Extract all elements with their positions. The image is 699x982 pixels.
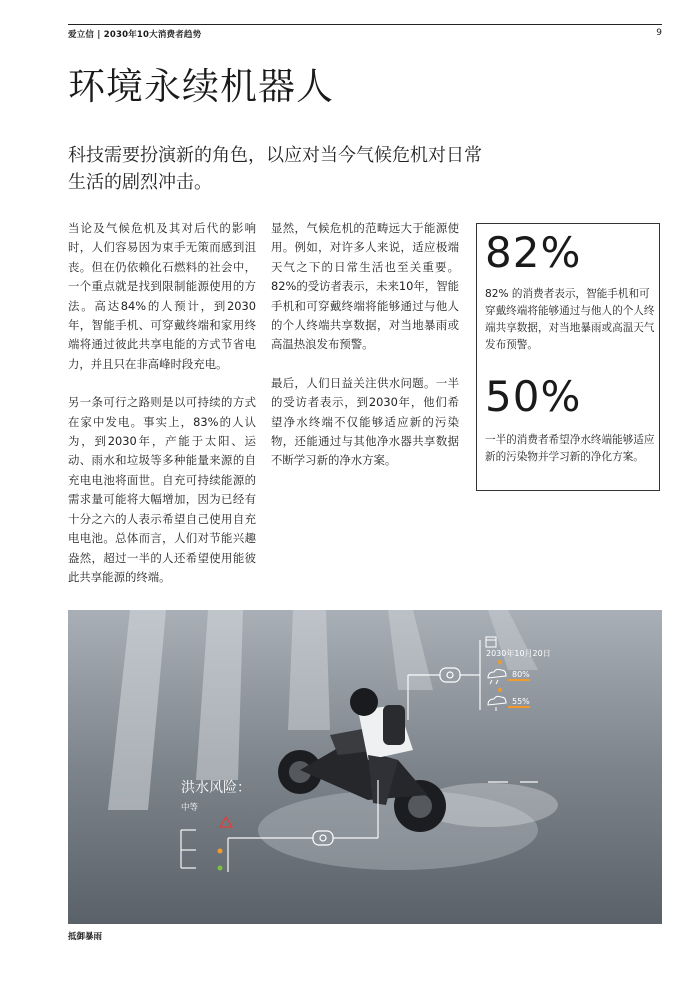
overlay-date: 2030年10月20日 [486,649,551,658]
header-brand [68,28,201,40]
flood-risk-level: 中等 [181,803,199,813]
status-light-orange [218,849,223,854]
stat-text-1: 82% 的消费者表示，智能手机和可穿戴终端将能够通过与他人的个人终端共享数据，对当地暴雨或高温天气发布预警。 [485,288,655,351]
overlay-metric-1: 80% [512,670,530,679]
paragraph: 显然，气候危机的范畴远大于能源使用。例如，对许多人来说，适应极端天气之下的日常生活也至关重要。82%的受访者表示，未来10年，智能手机和可穿戴终端将能够通过与他人的个人终端共享数据，对当地暴雨或高温热浪发布预警。 [271,221,459,352]
body-column-2 [271,219,459,490]
stat-value-1: 82% [485,228,582,277]
header-separator: | [97,30,104,40]
page-subtitle: 科技需要扮演新的角色，以应对当今气候危机对日常生活的剧烈冲击。 [68,145,482,193]
overlay-metric-2: 55% [512,697,530,706]
report-name: 2030年10大消费者趋势 [103,30,202,40]
stats-box [476,223,660,491]
photo-illustration [68,610,662,924]
orange-dot-icon [498,660,502,664]
orange-dot-icon [498,688,502,692]
header-rule [68,24,662,25]
flood-risk-label: 洪水风险： [181,780,251,796]
photo-caption: 抵御暴雨 [68,932,103,942]
body-column-1 [68,219,256,606]
hero-photo [68,610,662,924]
paragraph: 另一条可行之路则是以可持续的方式在家中发电。事实上，83%的人认为，到2030年，产能于太阳、运动、雨水和垃圾等多种能量来源的自充电电池将面世。自充可持续能源的需求量可能将大幅增加，因为已经有十分之六的人表示希望自己使用自充电电池。总体而言，人们对节能兴趣盎然，超过一半的人还希望使用能彼此共享能源的终端。 [68,395,256,584]
stat-text-2: 一半的消费者希望净水终端能够适应新的污染物并学习新的净化方案。 [485,434,655,463]
paragraph: 当论及气候危机及其对后代的影响时，人们容易因为束手无策而感到沮丧。但在仍依赖化石燃料的社会中，一个重点就是找到限制能源使用的方法。高达84%的人预计，到2030年，智能手机、可穿戴终端和家用终端将通过彼此共享电能的方式节省电力，并且只在非高峰时段充电。 [68,221,256,371]
status-light-green [218,866,223,871]
brand-name: 爱立信 [68,30,95,40]
page-number: 9 [656,28,662,38]
page-title: 环境永续机器人 [68,65,334,108]
paragraph: 最后，人们日益关注供水问题。一半的受访者表示，到2030年，他们希望净水终端不仅能够适应新的污染物，还能通过与其他净水器共享数据不断学习新的净水方案。 [271,375,459,468]
stat-value-2: 50% [485,372,582,421]
